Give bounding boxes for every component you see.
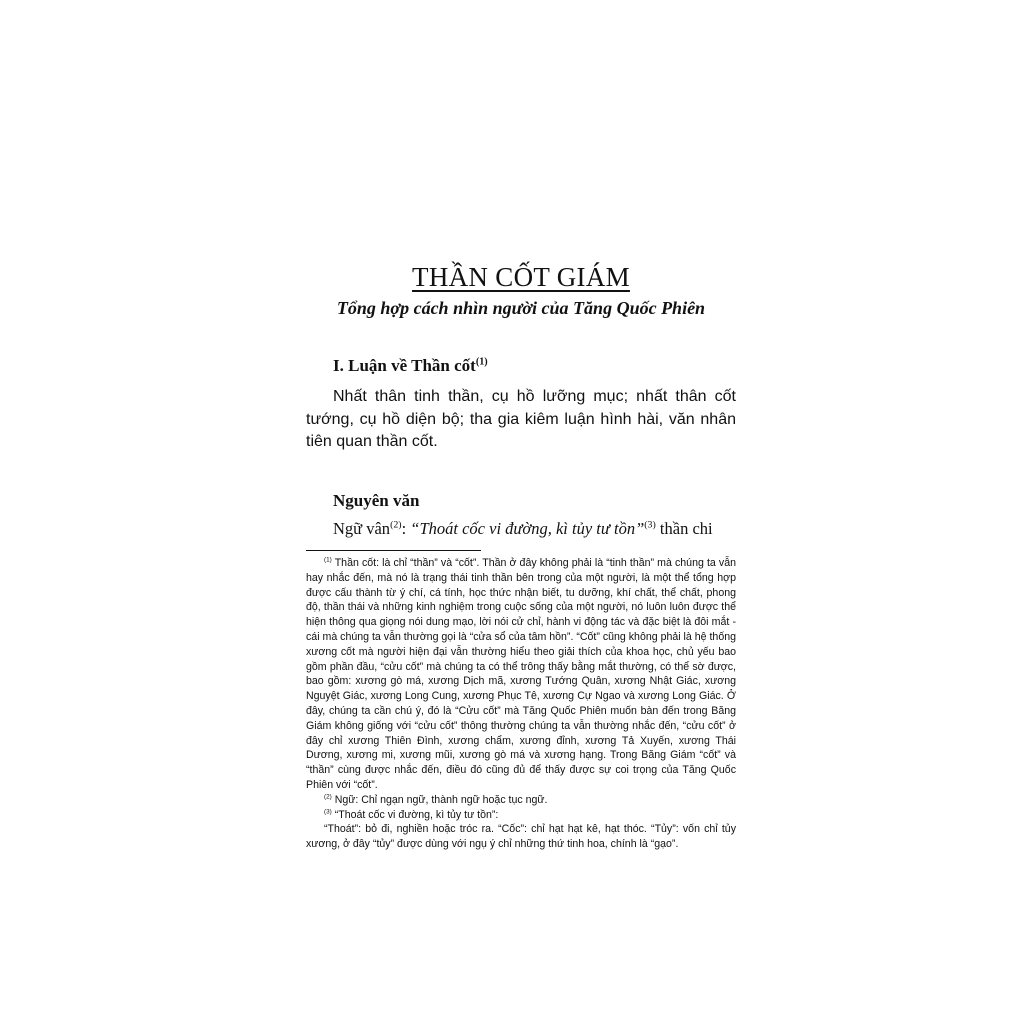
page-subtitle: Tổng hợp cách nhìn người của Tăng Quốc Phiên <box>336 298 706 318</box>
nguyen-van-heading: Nguyên văn <box>333 491 420 510</box>
footnote-1-text: Thần cốt: là chỉ “thần” và “cốt”. Thần ở đây không phải là “tinh thần” mà chúng ta vẫn hay nhắc đến, mà nó là trạng thái tinh thần bên trong của một người, là một thể tổng hợp được cấu thành từ ý chí, cá tính, học thức nhận biết, tu dưỡng, khí chất, thể chất, phong độ, thần thái và những kinh nghiệm trong cuộc sống của một người, nó luôn luôn được thể hiện thông qua giọng nói dung mạo, lời nói cử chỉ, hành vi động tác và đặc biệt là đôi mắt - cái mà chúng ta vẫn thường gọi là “cửa sổ của tâm hồn”. “Cốt” cũng không phải là hệ thống xương cốt mà người hiện đại vẫn thường hiểu theo giải thích của khoa học, chủ yếu bao gồm phần đầu, “cửu cốt” mà chúng ta có thể trông thấy bằng mắt thường, có thể sờ được, bao gồm: xương gò má, xương Dịch mã, xương Tướng Quân, xương Nhật Giác, xương Nguyệt Giác, xương Long Cung, xương Phục Tê, xương Cự Ngao và xương Long Giác. Ở đây, chúng ta cần chú ý, đó là “Cửu cốt” mà Tăng Quốc Phiên muốn bàn đến trong Băng Giám không giống với “cửu cốt” thông thường chúng ta vẫn thường nhắc đến, “cửu cốt” ở đây chỉ xương Thiên Đình, xương chẩm, xương đỉnh, xương Tả Xuyến, xương Thái Dương, xương mi, xương mũi, xương gò má và xương hạng. Trong Băng Giám “cốt” và “thần” cùng được nhắc đến, điều đó cũng đủ để thấy được sự coi trọng của Tăng Quốc Phiên với “cốt”. <box>306 557 736 791</box>
section-heading-text: I. Luận về Thần cốt <box>333 356 476 375</box>
footnote-1-marker: (1) <box>324 556 332 564</box>
footnote-3-marker: (3) <box>324 808 332 816</box>
footnote-2-marker: (2) <box>324 793 332 801</box>
page-title: THẦN CỐT GIÁM <box>412 262 630 292</box>
footnote-2-text: Ngữ: Chỉ ngạn ngữ, thành ngữ hoặc tục ngữ. <box>334 793 548 806</box>
section-heading <box>333 356 488 376</box>
footnote-3-continuation: “Thoát”: bỏ đi, nghiền hoặc tróc ra. “Cốc”: chỉ hạt hạt kê, hạt thóc. “Tủy”: vốn chỉ tủy xương, ở đây “tủy” được dùng với ngụ ý chỉ những thứ tinh hoa, chính là “gạo”. <box>306 823 736 851</box>
nguyen-van-colon: : <box>401 519 411 538</box>
footnote-ref-2: (2) <box>390 519 402 531</box>
footnote-divider <box>306 550 481 551</box>
body-paragraph: Nhất thân tinh thần, cụ hồ lưỡng mục; nhất thân cốt tướng, cụ hồ diện bộ; tha gia kiêm luận hình hài, văn nhân tiên quan thần cốt. <box>306 388 736 450</box>
footnote-3-text: “Thoát cốc vi đường, kì tủy tư tồn”: <box>334 808 499 821</box>
footnote-ref-3: (3) <box>644 519 656 531</box>
footnote-2 <box>306 793 736 808</box>
nguyen-van-end: thần chi <box>655 519 713 538</box>
nguyen-van-start: Ngữ vân <box>333 519 391 538</box>
footnotes <box>306 556 736 852</box>
footnote-1 <box>306 556 736 793</box>
nguyen-van-quote: “Thoát cốc vi đường, kì tủy tư tồn” <box>410 519 645 538</box>
footnote-ref-1: (1) <box>475 356 488 368</box>
nguyen-van-line <box>333 519 738 539</box>
footnote-3 <box>306 808 736 823</box>
